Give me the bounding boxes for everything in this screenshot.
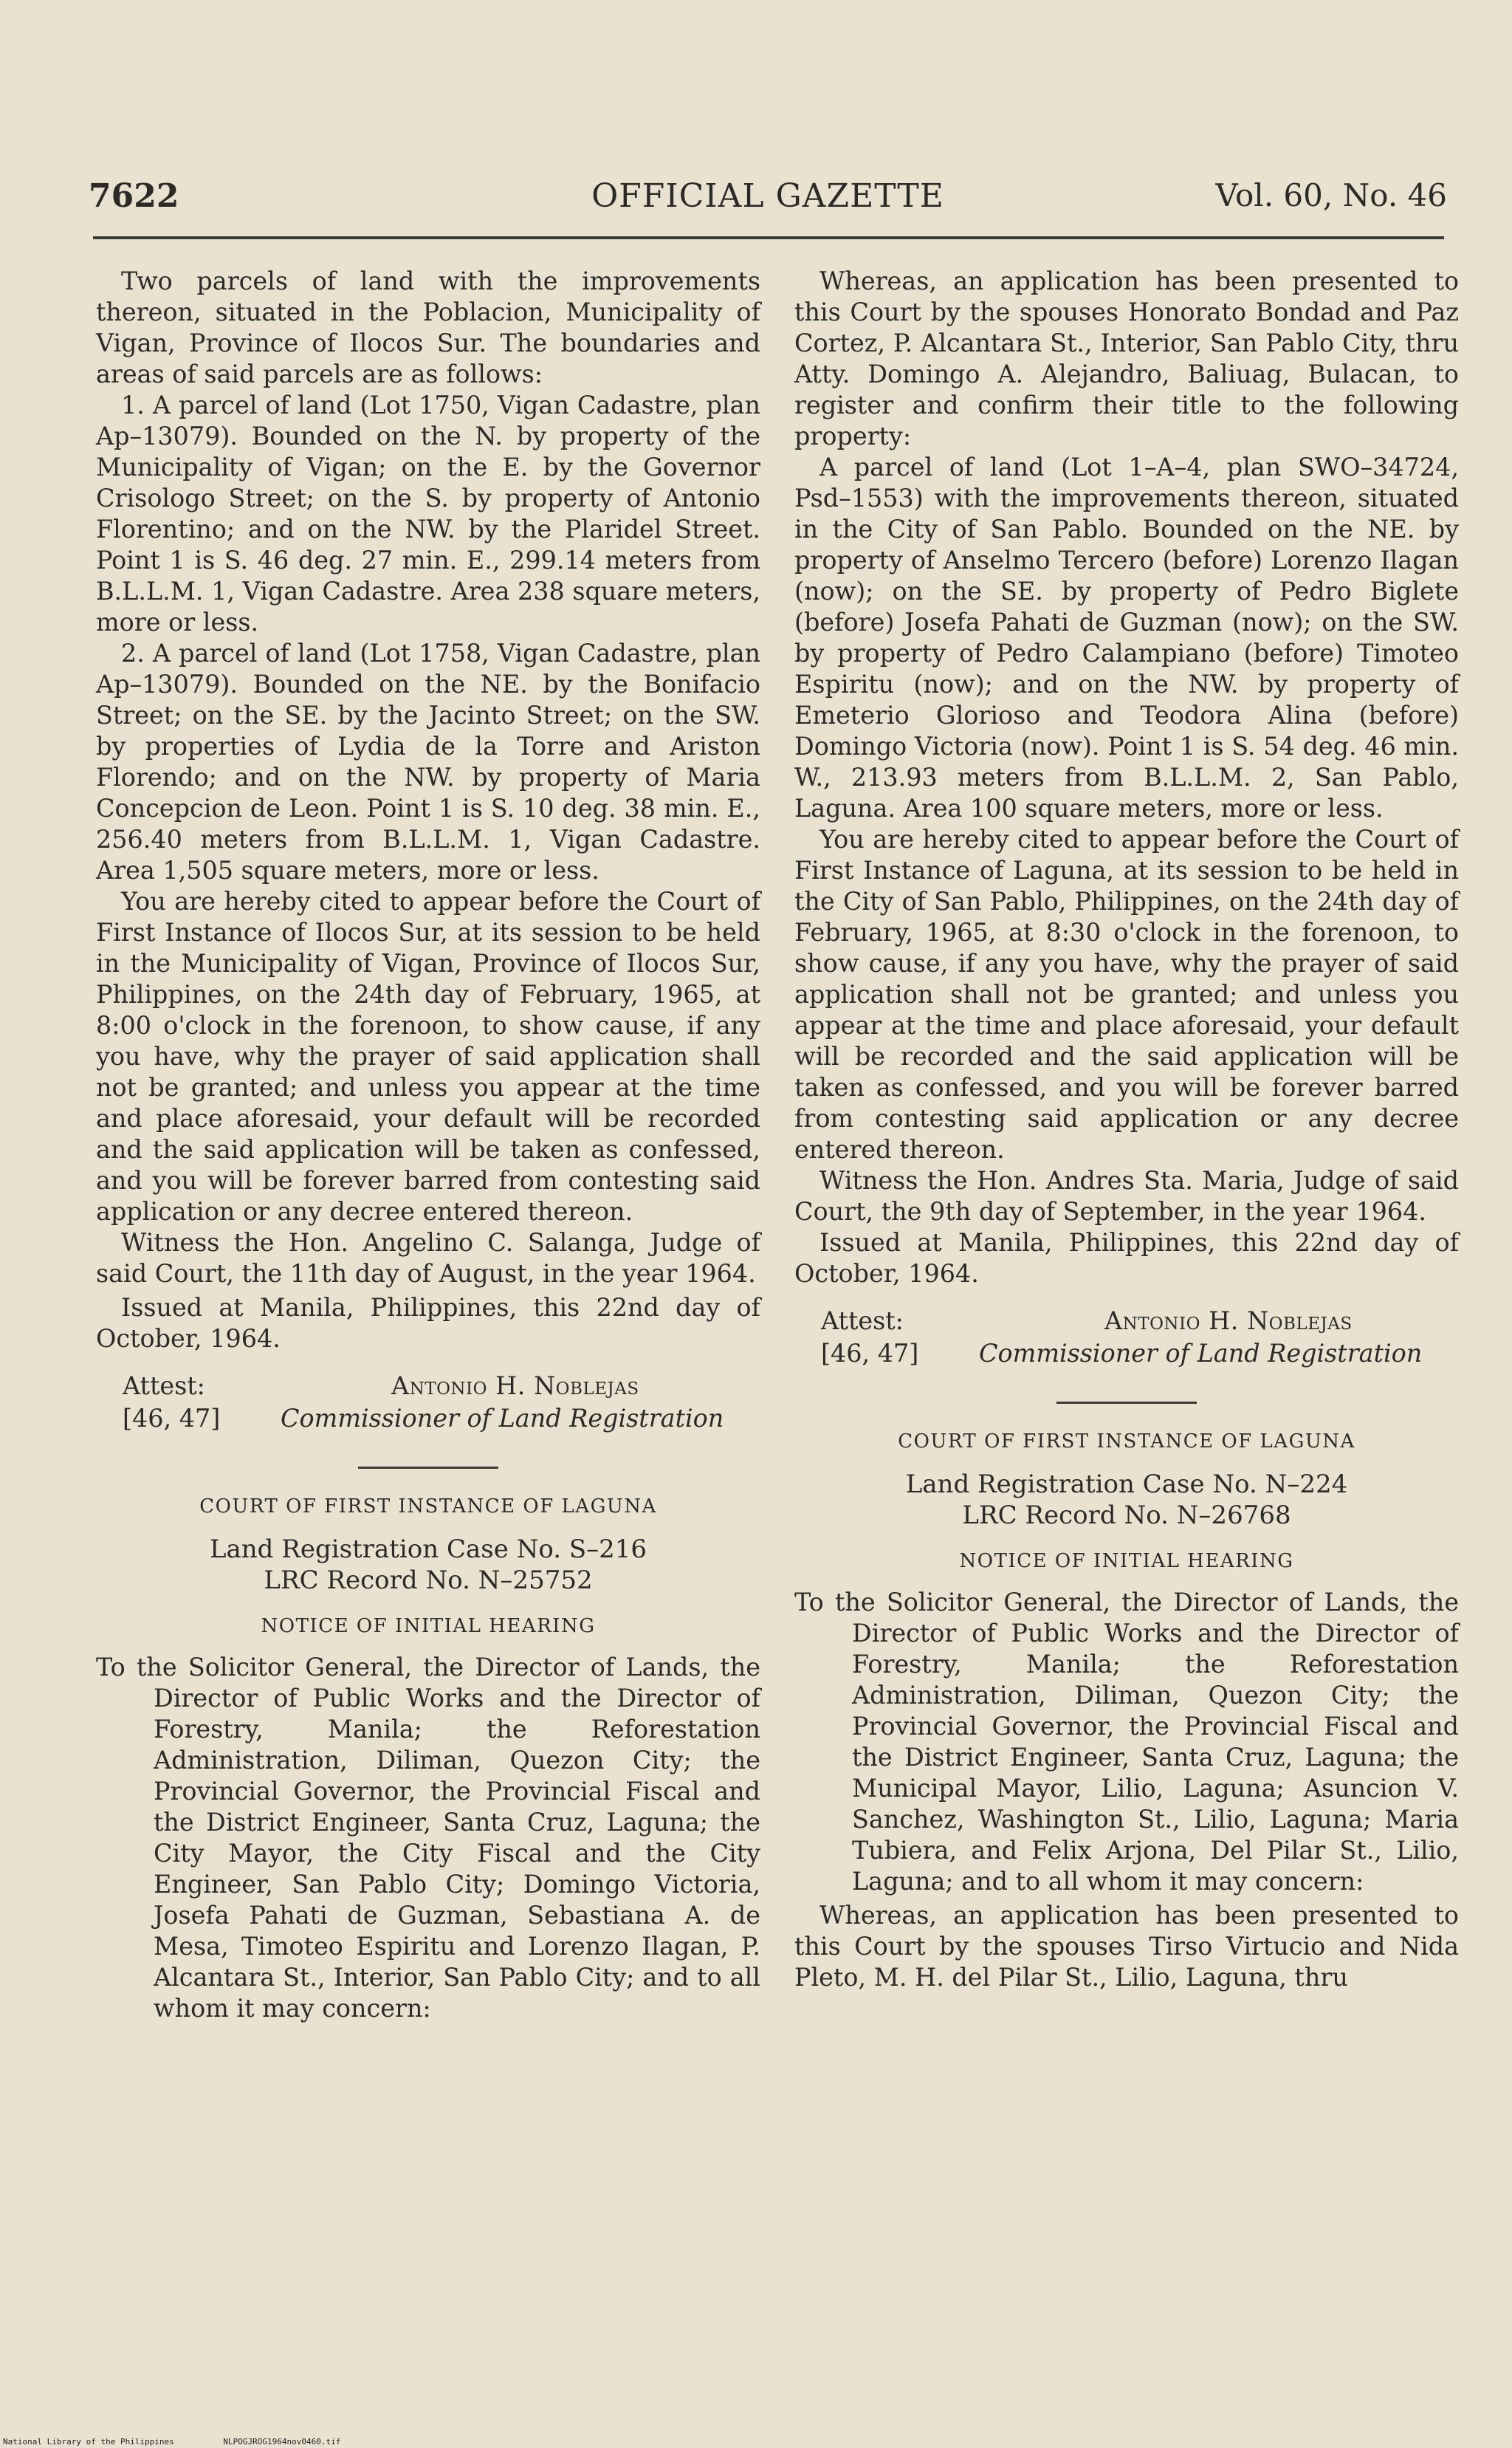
library-credit: National Library of the Philippines: [3, 2437, 174, 2447]
record-number-line: LRC Record No. N–25752: [264, 1566, 593, 1595]
case-number: [96, 1534, 760, 1596]
addressees: To the Solicitor General, the Director of Lands, the Director of Public Works and the Director of Forestry, Manila; the Reforestation Administration, Diliman, Quezon City; the Provincial Governor, the Provincial Fiscal and the District Engineer, Santa Cruz, Laguna; the Municipal Mayor, Lilio, Laguna; Asuncion V. Sanchez, Washington St., Lilio, Laguna; Maria Tubiera, and Felix Arjona, Del Pilar St., Lilio, Laguna; and to all whom it may concern:: [794, 1588, 1459, 1896]
signatory-name: Antonio H. Noblejas: [391, 1371, 639, 1400]
attest-numbers: [46, 47]: [821, 1339, 919, 1368]
paragraph: A parcel of land (Lot 1–A–4, plan SWO–34724, Psd–1553) with the improvements thereon, situated in the City of San Pablo. Bounded on the NE. by property of Anselmo Tercero (before) Lorenzo Ilagan (now); on the SE. by property of Pedro Biglete (before) Josefa Pahati de Guzman (now); on the SW. by property of Pedro Calampiano (before) Timoteo Espiritu (now); and on the NW. by property of Emeterio Glorioso and Teodora Alina (before) Domingo Victoria (now). Point 1 is S. 54 deg. 46 min. W., 213.93 meters from B.L.L.M. 2, San Pablo, Laguna. Area 100 square meters, more or less.: [794, 453, 1459, 823]
right-column: [794, 266, 1459, 1993]
left-column: [96, 266, 760, 2024]
notice-heading: NOTICE OF INITIAL HEARING: [261, 1615, 596, 1637]
paragraph: You are hereby cited to appear before the Court of First Instance of Laguna, at its session to be held in the City of San Pablo, Philippines, on the 24th day of February, 1965, at 8:30 o'clock in the forenoon, to show cause, if any you have, why the prayer of said application shall not be granted; and unless you appear at the time and place aforesaid, your default will be recorded and the said application will be taken as confessed, and you will be forever barred from contesting said application or any decree entered thereon.: [794, 825, 1459, 1164]
signatory-role: Commissioner of Land Registration: [281, 1404, 724, 1433]
attestation: [96, 1371, 760, 1437]
court-heading: COURT OF FIRST INSTANCE OF LAGUNA: [199, 1495, 657, 1518]
attest-label: Attest:: [123, 1371, 205, 1400]
volume-number: Vol. 60, No. 46: [1215, 177, 1447, 213]
paragraph: You are hereby cited to appear before the Court of First Instance of Ilocos Sur, at its session to be held in the Municipality of Vigan, Province of Ilocos Sur, Philippines, on the 24th day of February, 1965, at 8:00 o'clock in the forenoon, to show cause, if any you have, why the prayer of said application shall not be granted; and unless you appear at the time and place aforesaid, your default will be recorded and the said application will be taken as confessed, and you will be forever barred from contesting said application or any decree entered thereon.: [96, 887, 760, 1226]
paragraph: Witness the Hon. Andres Sta. Maria, Judge of said Court, the 9th day of September, in the year 1964.: [794, 1166, 1459, 1226]
paragraph: 2. A parcel of land (Lot 1758, Vigan Cadastre, plan Ap–13079). Bounded on the NE. by the Bonifacio Street; on the SE. by the Jacinto Street; on the SW. by properties of Lydia de la Torre and Ariston Florendo; and on the NW. by property of Maria Concepcion de Leon. Point 1 is S. 10 deg. 38 min. E., 256.40 meters from B.L.L.M. 1, Vigan Cadastre. Area 1,505 square meters, more or less.: [96, 639, 760, 885]
publication-title: OFFICIAL GAZETTE: [591, 177, 944, 215]
paragraph: Witness the Hon. Angelino C. Salanga, Judge of said Court, the 11th day of August, in the year 1964.: [96, 1228, 760, 1288]
case-number-line: Land Registration Case No. N–224: [905, 1470, 1348, 1499]
file-name: NLPOGJROG1964nov0460.tif: [223, 2437, 341, 2447]
paragraph: Whereas, an application has been presented to this Court by the spouses Tirso Virtucio and Nida Pleto, M. H. del Pilar St., Lilio, Laguna, thru: [794, 1901, 1459, 1992]
record-number-line: LRC Record No. N–26768: [962, 1501, 1291, 1530]
header-rule: [93, 236, 1444, 239]
attest-numbers: [46, 47]: [123, 1404, 221, 1433]
paragraph: Issued at Manila, Philippines, this 22nd day of October, 1964.: [96, 1293, 760, 1353]
signatory-name: Antonio H. Noblejas: [1104, 1306, 1353, 1335]
signatory-role: Commissioner of Land Registration: [979, 1339, 1423, 1368]
page-header: [89, 177, 1447, 236]
paragraph: Issued at Manila, Philippines, this 22nd day of October, 1964.: [794, 1228, 1459, 1288]
page-number: 7622: [89, 177, 179, 215]
court-heading: COURT OF FIRST INSTANCE OF LAGUNA: [898, 1430, 1355, 1453]
case-number-line: Land Registration Case No. S–216: [209, 1535, 647, 1564]
section-divider: [1056, 1402, 1197, 1404]
section-divider: [358, 1467, 498, 1469]
attestation: [794, 1306, 1459, 1372]
scan-footer: [3, 2437, 385, 2447]
addressees: To the Solicitor General, the Director of Lands, the Director of Public Works and the Director of Forestry, Manila; the Reforestation Administration, Diliman, Quezon City; the Provincial Governor, the Provincial Fiscal and the District Engineer, Santa Cruz, Laguna; the City Mayor, the City Fiscal and the City Engineer, San Pablo City; Domingo Victoria, Josefa Pahati de Guzman, Sebastiana A. de Mesa, Timoteo Espiritu and Lorenzo Ilagan, P. Alcantara St., Interior, San Pablo City; and to all whom it may concern:: [96, 1653, 760, 2023]
paragraph: Two parcels of land with the improvements thereon, situated in the Poblacion, Municipality of Vigan, Province of Ilocos Sur. The boundaries and areas of said parcels are as follows:: [96, 267, 760, 388]
notice-heading: NOTICE OF INITIAL HEARING: [959, 1550, 1294, 1572]
paragraph: Whereas, an application has been presented to this Court by the spouses Honorato Bondad and Paz Cortez, P. Alcantara St., Interior, San Pablo City, thru Atty. Domingo A. Alejandro, Baliuag, Bulacan, to register and confirm their title to the following property:: [794, 267, 1459, 450]
paragraph: 1. A parcel of land (Lot 1750, Vigan Cadastre, plan Ap–13079). Bounded on the N. by property of the Municipality of Vigan; on the E. by the Governor Crisologo Street; on the S. by property of Antonio Florentino; and on the NW. by the Plaridel Street. Point 1 is S. 46 deg. 27 min. E., 299.14 meters from B.L.L.M. 1, Vigan Cadastre. Area 238 square meters, more or less.: [96, 391, 760, 637]
attest-label: Attest:: [821, 1306, 904, 1335]
case-number: [794, 1469, 1459, 1531]
